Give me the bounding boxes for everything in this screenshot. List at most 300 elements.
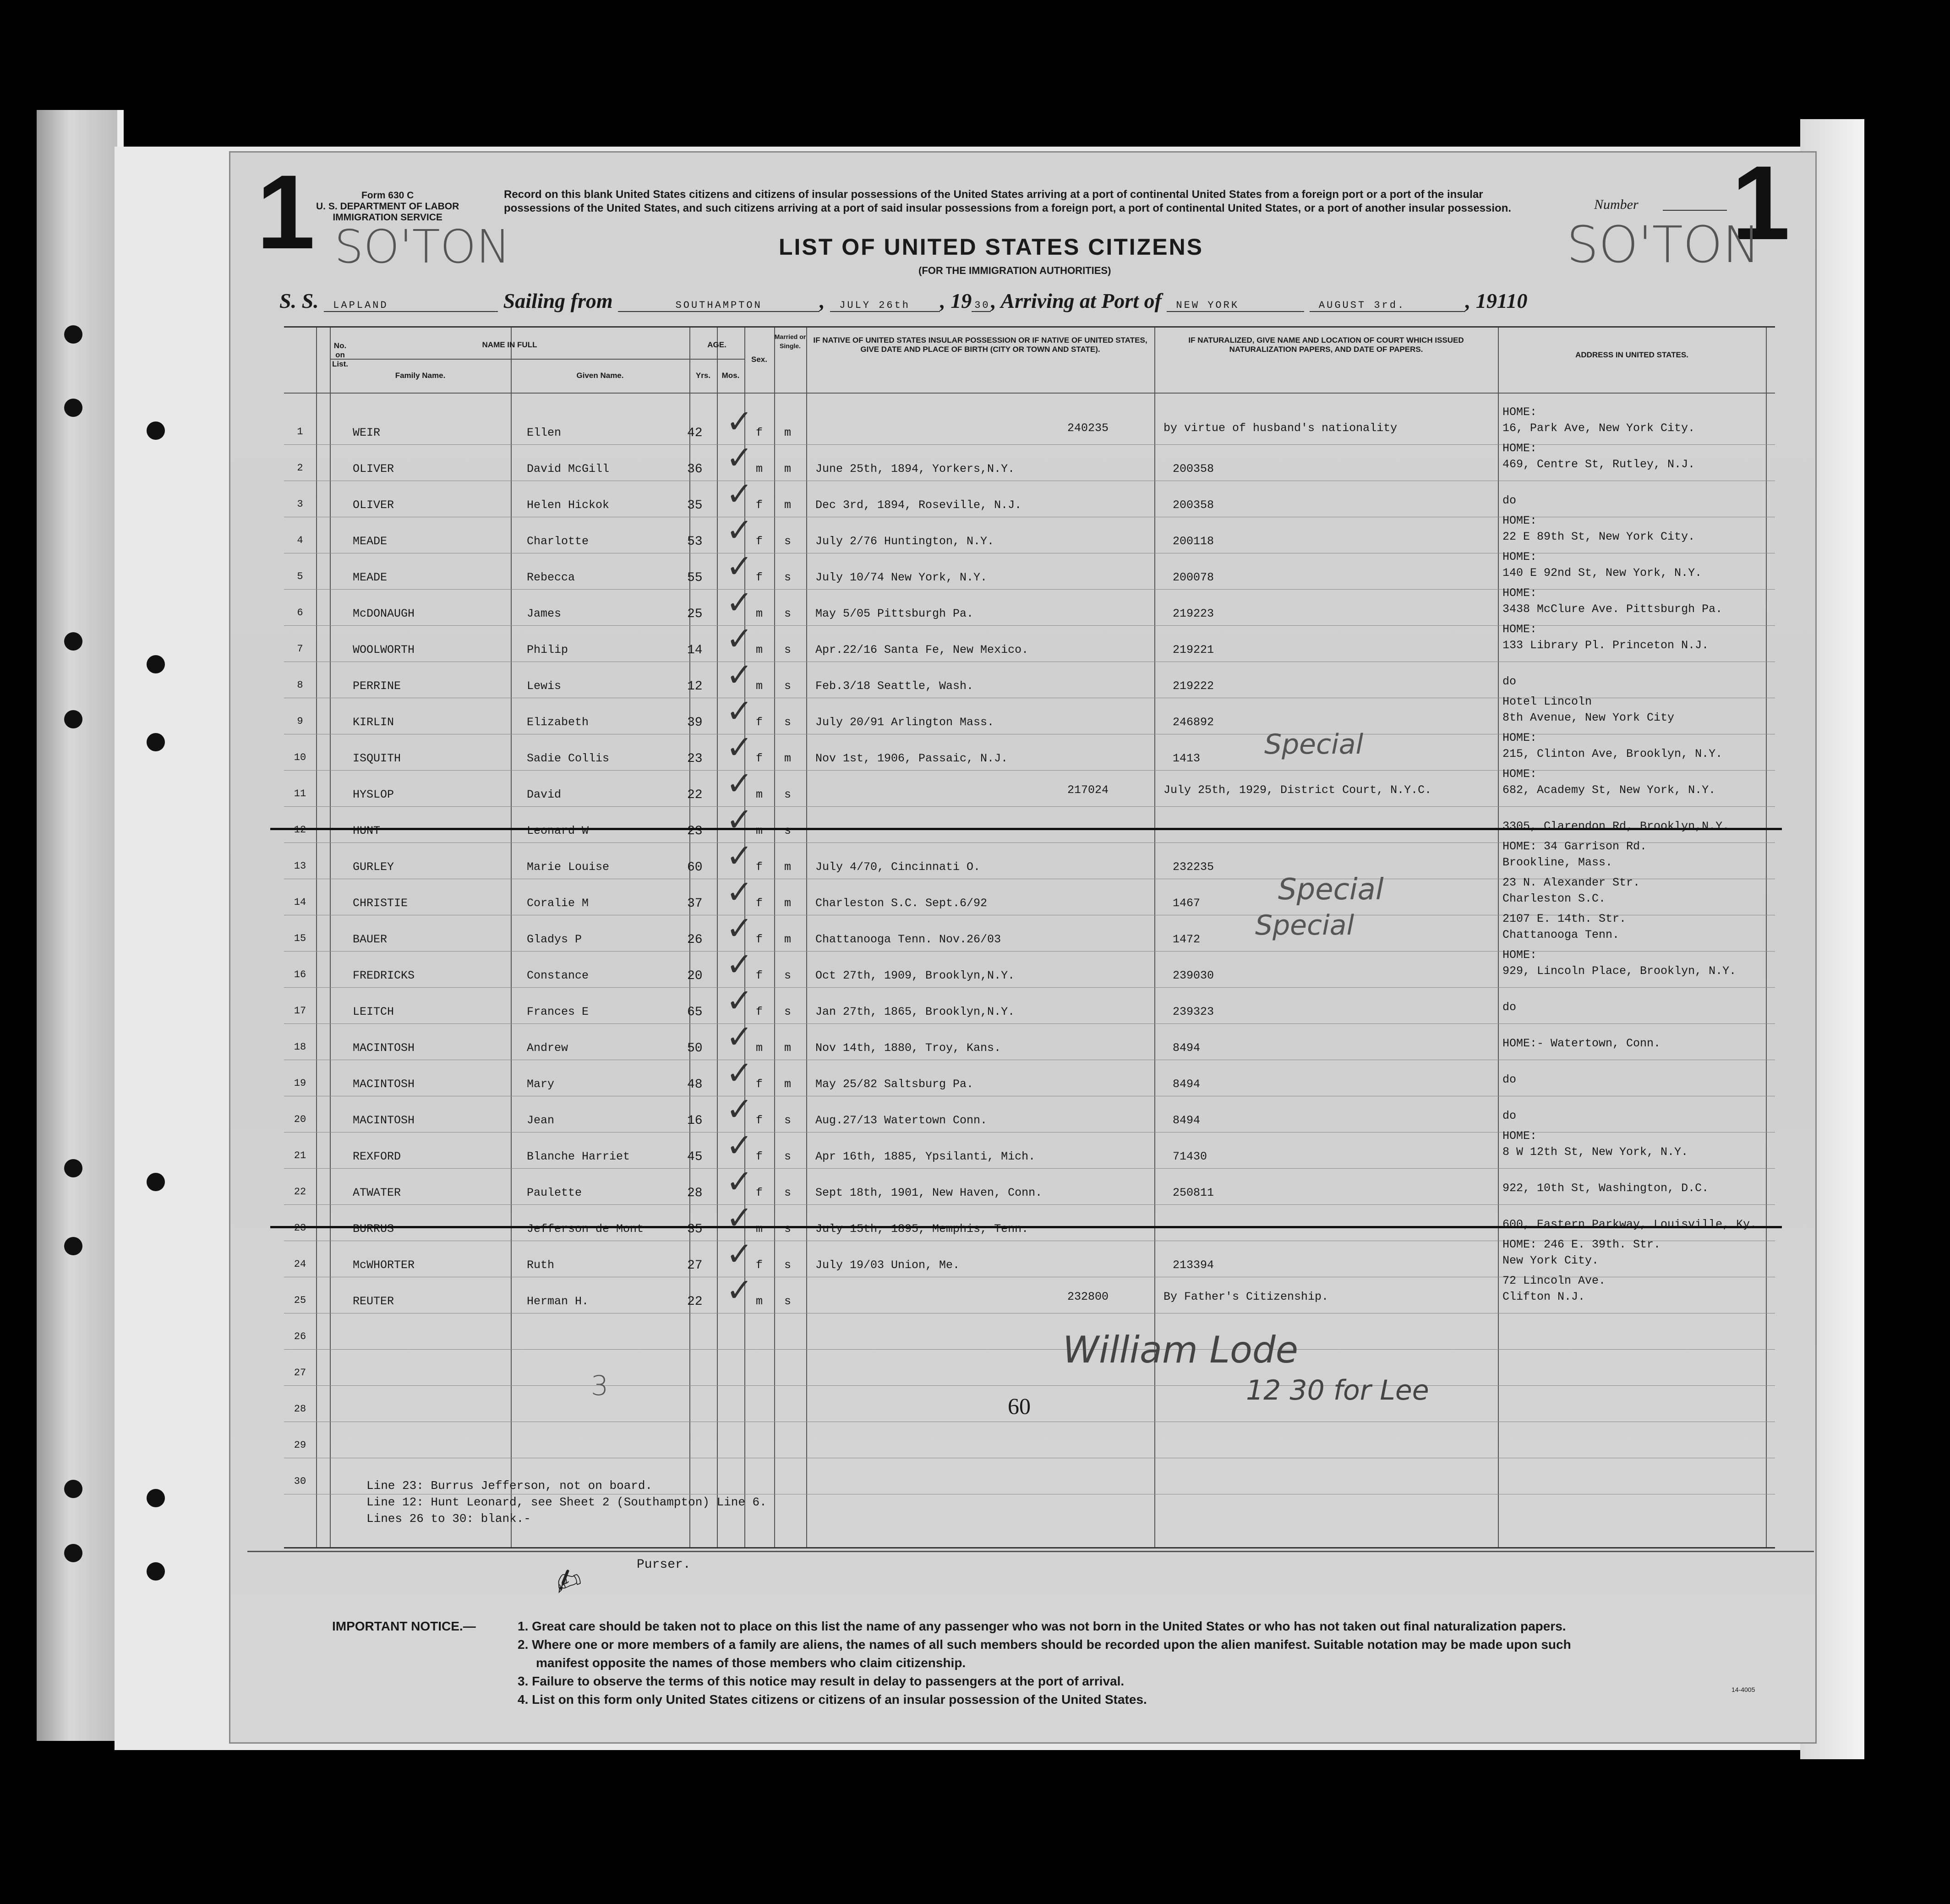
row-number: 5 [297,571,303,582]
given-name: Paulette [527,1186,582,1199]
age-years: 26 [687,933,703,947]
address-line-1: HOME: [1502,442,1537,455]
naturalization-number: 1472 [1173,933,1201,946]
address-line-2: Chattanooga Tenn. [1502,928,1620,941]
birth-place-date: Feb.3/18 Seattle, Wash. [815,679,974,693]
check-mark-icon: ✓ [726,547,753,585]
marital-status: m [784,1078,792,1091]
given-name: Gladys P [527,933,582,946]
age-years: 28 [687,1186,703,1200]
port-mark-left: SO'TON [334,220,511,274]
row-number: 17 [294,1005,306,1017]
purser-label: Purser. [637,1558,691,1572]
row-number: 6 [297,607,303,618]
check-mark-icon: ✓ [726,728,753,766]
check-mark-icon: ✓ [726,837,753,875]
arrival-year: 19110 [1475,289,1528,312]
address-line-1: HOME: [1502,948,1537,962]
naturalization-number: 246892 [1173,716,1214,729]
naturalization-number: 239323 [1173,1005,1214,1018]
sex-value: f [756,897,763,910]
row-divider [284,1204,1775,1205]
naturalization-number: 8494 [1173,1041,1201,1055]
row-number: 29 [294,1439,306,1451]
check-mark-icon: ✓ [726,584,753,621]
family-name: HYSLOP [353,788,394,801]
age-years: 42 [687,426,703,440]
age-years: 35 [687,498,703,513]
address-line-2: 3305, Clarendon Rd, Brooklyn,N.Y. [1502,820,1730,833]
age-years: 65 [687,1005,703,1019]
header-family: Family Name. [395,371,446,380]
marital-status: s [784,1150,792,1163]
intro-text: Record on this blank United States citizens and citizens of insular possessions of the United States arriving at a port of continental United States from a foreign port or a port of the insular possessions of the United States, and such citizens arriving at a port of said insular possessions from a foreign port, a port of continental United States, or a port of another insular possession. [504,188,1512,214]
address-line-1: HOME: [1502,586,1537,600]
sex-value: f [756,571,763,584]
birth-place-date: Nov 1st, 1906, Passaic, N.J. [815,752,1008,765]
address-line-2: 8th Avenue, New York City [1502,711,1675,724]
family-name: BURRUS [353,1222,394,1236]
age-years: 22 [687,1295,703,1309]
sex-value: m [756,788,763,801]
marital-status: s [784,1222,792,1236]
row-number: 14 [294,897,306,908]
sex-value: f [756,1078,763,1091]
given-name: Ellen [527,426,562,439]
stamp-number: 60 [1008,1393,1031,1419]
header-native: IF NATIVE OF UNITED STATES INSULAR POSSESSION OR IF NATIVE OF UNITED STATES, GIVE DATE AND PLACE OF BIRTH (CITY OR TOWN AND STATE). [813,336,1147,354]
given-name: Frances E [527,1005,589,1018]
marital-status: s [784,716,792,729]
address-line-2: Charleston S.C. [1502,892,1606,905]
age-years: 14 [687,643,703,657]
address-line-2: 929, Lincoln Place, Brooklyn, N.Y. [1502,964,1737,978]
header-no: No. on List. [332,341,348,368]
naturalization-number: 239030 [1173,969,1214,982]
note-line: Lines 26 to 30: blank.- [366,1512,531,1526]
age-years: 16 [687,1114,703,1128]
special-note: Special [1264,728,1364,761]
row-number: 22 [294,1186,306,1198]
sailing-port: SOUTHAMPTON [618,300,819,312]
row-divider [284,770,1775,771]
age-years: 20 [687,969,703,983]
sailing-date: JULY 26th [830,300,940,312]
marital-status: m [784,426,792,439]
sex-value: m [756,1222,763,1236]
voyage-line: S. S. LAPLAND Sailing from SOUTHAMPTON , JULY 26th , 19 30, Arriving at Port of NEW YORK AUGUST 3rd. , 19110 [279,289,1528,312]
age-years: 55 [687,571,703,585]
check-mark-icon: ✓ [726,692,753,730]
family-name: OLIVER [353,498,394,512]
form-service: IMMIGRATION SERVICE [333,212,442,223]
sex-value: f [756,1258,763,1272]
given-name: James [527,607,562,620]
row-number: 16 [294,969,306,980]
given-name: Helen Hickok [527,498,610,512]
address-line-2: 8 W 12th St, New York, N.Y. [1502,1145,1688,1159]
address-line-2: do [1502,675,1517,688]
marital-status: s [784,607,792,620]
port-mark-right: SO'TON [1567,215,1760,274]
marital-status: s [784,679,792,693]
punch-hole [64,1544,82,1562]
certificate-number: 240235 [1067,421,1109,435]
row-divider [284,444,1775,445]
row-number: 12 [294,824,306,836]
sex-value: f [756,1005,763,1018]
given-name: Leonard W [527,824,589,837]
birth-place-date: Jan 27th, 1865, Brooklyn,N.Y. [815,1005,1015,1018]
punch-hole [147,1562,165,1581]
address-line-2: 469, Centre St, Rutley, N.J. [1502,458,1695,471]
address-line-2: Brookline, Mass. [1502,856,1613,869]
birth-place-date: July 10/74 New York, N.Y. [815,571,988,584]
punch-hole [147,733,165,751]
family-name: MACINTOSH [353,1114,415,1127]
sex-value: m [756,643,763,657]
row-divider [284,625,1775,626]
marital-status: s [784,824,792,837]
given-name: Lewis [527,679,562,693]
check-mark-icon: ✓ [726,1018,753,1056]
punch-hole [64,1237,82,1255]
given-name: Constance [527,969,589,982]
sex-value: f [756,498,763,512]
given-name: Ruth [527,1258,555,1272]
check-mark-icon: ✓ [726,873,753,911]
sex-value: m [756,1295,763,1308]
punch-hole [147,421,165,440]
row-divider [284,1132,1775,1133]
birth-place-date: May 5/05 Pittsburgh Pa. [815,607,974,620]
row-divider [284,951,1775,952]
row-divider [284,1349,1775,1350]
given-name: Herman H. [527,1295,589,1308]
sheet-number-left: 1 [257,153,315,271]
row-number: 21 [294,1150,306,1161]
naturalization-number: 219223 [1173,607,1214,620]
row-number: 20 [294,1114,306,1125]
sex-value: f [756,535,763,548]
check-mark-icon: ✓ [726,439,753,476]
family-name: HUNT [353,824,381,837]
number-line [1663,210,1727,211]
given-name: Mary [527,1078,555,1091]
check-mark-icon: ✓ [726,1199,753,1237]
sex-value: f [756,1150,763,1163]
punch-hole [147,1173,165,1191]
sex-value: f [756,426,763,439]
form-department: U. S. DEPARTMENT OF LABOR [316,201,459,212]
row-divider [284,806,1775,807]
age-years: 27 [687,1258,703,1273]
check-mark-icon: ✓ [726,403,753,440]
given-name: Rebecca [527,571,575,584]
family-name: ISQUITH [353,752,401,765]
birth-place-date: May 25/82 Saltsburg Pa. [815,1078,974,1091]
family-name: OLIVER [353,462,394,476]
address-line-2: do [1502,1073,1517,1086]
birth-place-date: Charleston S.C. Sept.6/92 [815,897,988,910]
notice-item: manifest opposite the names of those members who claim citizenship. [536,1656,966,1670]
family-name: GURLEY [353,860,394,874]
address-line-2: 133 Library Pl. Princeton N.J. [1502,639,1709,652]
sex-value: m [756,607,763,620]
check-mark-icon: ✓ [726,1271,753,1309]
age-years: 48 [687,1078,703,1092]
row-number: 19 [294,1078,306,1089]
age-years: 37 [687,897,703,911]
header-sex: Sex. [751,355,767,364]
birth-place-date: Oct 27th, 1909, Brooklyn,N.Y. [815,969,1015,982]
given-name: David [527,788,562,801]
age-years: 45 [687,1150,703,1164]
number-label: Number [1594,197,1639,212]
row-number: 2 [297,462,303,474]
sheet-number-right: 1 [1732,144,1790,262]
row-number: 1 [297,426,303,438]
address-line-2: do [1502,494,1517,507]
address-line-2: 682, Academy St, New York, N.Y. [1502,783,1716,797]
given-name: Sadie Collis [527,752,610,765]
birth-place-date: July 20/91 Arlington Mass. [815,716,994,729]
address-line-2: 16, Park Ave, New York City. [1502,421,1695,435]
sailing-year: 30 [972,300,991,312]
family-name: MEADE [353,571,388,584]
naturalization-number: 8494 [1173,1114,1201,1127]
margin-mark: 3 [591,1370,609,1402]
age-years: 36 [687,462,703,476]
birth-place-date: Nov 14th, 1880, Troy, Kans. [815,1041,1001,1055]
given-name: Charlotte [527,535,589,548]
family-name: MACINTOSH [353,1078,415,1091]
birth-place-date: Sept 18th, 1901, New Haven, Conn. [815,1186,1043,1199]
given-name: Blanche Harriet [527,1150,630,1163]
given-name: Elizabeth [527,716,589,729]
row-number: 7 [297,643,303,655]
naturalization-details: by virtue of husband's nationality [1163,421,1398,435]
naturalization-number: 1413 [1173,752,1201,765]
birth-place-date: Dec 3rd, 1894, Roseville, N.J. [815,498,1022,512]
check-mark-icon: ✓ [726,765,753,802]
age-years: 22 [687,788,703,802]
note-line: Line 23: Burrus Jefferson, not on board. [366,1479,653,1493]
given-name: David McGill [527,462,610,476]
address-line-1: HOME: [1502,1129,1537,1143]
punch-hole [64,1159,82,1177]
header-age: AGE. [707,340,726,349]
marital-status: s [784,1005,792,1018]
marital-status: m [784,897,792,910]
given-name: Jean [527,1114,555,1127]
row-number: 25 [294,1295,306,1306]
form-id [316,190,459,223]
naturalization-number: 200358 [1173,462,1214,476]
marital-status: m [784,752,792,765]
row-number: 11 [294,788,306,799]
given-name: Andrew [527,1041,568,1055]
given-name: Jefferson de Mont [527,1222,644,1236]
note-line: Line 12: Hunt Leonard, see Sheet 2 (Southampton) Line 6. [366,1495,767,1509]
header-name-in-full: NAME IN FULL [482,340,537,349]
check-mark-icon: ✓ [726,946,753,983]
punch-hole [64,399,82,417]
birth-place-date: June 25th, 1894, Yorkers,N.Y. [815,462,1015,476]
birth-place-date: Apr 16th, 1885, Ypsilanti, Mich. [815,1150,1036,1163]
marital-status: s [784,535,792,548]
naturalization-details: July 25th, 1929, District Court, N.Y.C. [1163,783,1432,797]
naturalization-number: 232235 [1173,860,1214,874]
header-married: Married or Single. [774,333,806,350]
address-line-2: 3438 McClure Ave. Pittsburgh Pa. [1502,602,1723,616]
family-name: REXFORD [353,1150,401,1163]
arriving-label: Arriving at Port of [1000,289,1162,312]
marital-status: s [784,969,792,982]
page-subtitle: (FOR THE IMMIGRATION AUTHORITIES) [918,265,1111,276]
certificate-number: 232800 [1067,1290,1109,1303]
birth-place-date: Apr.22/16 Santa Fe, New Mexico. [815,643,1029,657]
notice-item: 2. Where one or more members of a family are aliens, the names of all such members should be recorded upon the alien manifest. Suitable notation may be made upon such [518,1637,1571,1652]
family-name: BAUER [353,933,388,946]
check-mark-icon: ✓ [726,1163,753,1200]
sex-value: m [756,824,763,837]
birth-place-date: Aug.27/13 Watertown Conn. [815,1114,988,1127]
address-line-1: Hotel Lincoln [1502,695,1592,708]
naturalization-number: 71430 [1173,1150,1207,1163]
family-name: MEADE [353,535,388,548]
marital-status: s [784,788,792,801]
age-years: 35 [687,1222,703,1237]
row-number: 3 [297,498,303,510]
address-line-2: 600, Eastern Parkway, Louisville, Ky. [1502,1218,1757,1231]
print-code: 14-4005 [1732,1686,1755,1693]
address-line-1: HOME: [1502,514,1537,527]
marital-status: m [784,860,792,874]
marital-status: s [784,1114,792,1127]
row-number: 28 [294,1403,306,1415]
punch-hole [64,325,82,344]
birth-place-date: July 4/70, Cincinnati O. [815,860,981,874]
row-number: 9 [297,716,303,727]
naturalization-number: 1467 [1173,897,1201,910]
header-mos: Mos. [721,371,740,380]
family-name: WOOLWORTH [353,643,415,657]
check-mark-icon: ✓ [726,1090,753,1128]
address-line-1: HOME: [1502,731,1537,744]
check-mark-icon: ✓ [726,620,753,657]
signature: William Lode [1063,1329,1298,1371]
naturalization-number: 250811 [1173,1186,1214,1199]
marital-status: m [784,1041,792,1055]
naturalization-number: 200358 [1173,498,1214,512]
punch-hole [64,1480,82,1498]
special-note: Special [1255,909,1355,941]
year-prefix: 19 [950,289,972,312]
marital-status: m [784,933,792,946]
row-number: 30 [294,1476,306,1487]
sex-value: m [756,679,763,693]
sex-value: f [756,860,763,874]
given-name: Philip [527,643,568,657]
given-name: Marie Louise [527,860,610,874]
row-number: 13 [294,860,306,872]
notice-item: 1. Great care should be taken not to place on this list the name of any passenger who was not born in the United States or who has not taken out final naturalization papers. [518,1619,1566,1633]
header-naturalized: IF NATURALIZED, GIVE NAME AND LOCATION OF COURT WHICH ISSUED NATURALIZATION PAPERS, AND DATE OF PAPERS. [1188,336,1464,354]
family-name: KIRLIN [353,716,394,729]
birth-place-date: Chattanooga Tenn. Nov.26/03 [815,933,1001,946]
notice-item: 3. Failure to observe the terms of this notice may result in delay to passengers at the port of arrival. [518,1674,1125,1688]
handnote: 12 30 for Lee [1246,1374,1429,1406]
marital-status: s [784,643,792,657]
sex-value: f [756,752,763,765]
sex-value: m [756,462,763,476]
age-years: 23 [687,824,703,838]
age-years: 12 [687,679,703,694]
birth-place-date: July 15th, 1895, Memphis, Tenn. [815,1222,1029,1236]
naturalization-number: 8494 [1173,1078,1201,1091]
family-name: CHRISTIE [353,897,408,910]
row-number: 15 [294,933,306,944]
row-divider [284,1023,1775,1024]
special-note: Special [1278,873,1384,907]
row-number: 8 [297,679,303,691]
naturalization-number: 219222 [1173,679,1214,693]
family-name: MACINTOSH [353,1041,415,1055]
family-name: WEIR [353,426,381,439]
check-mark-icon: ✓ [726,801,753,838]
given-name: Coralie M [527,897,589,910]
sex-value: f [756,969,763,982]
naturalization-details: By Father's Citizenship. [1163,1290,1329,1303]
punch-hole [147,1489,165,1507]
address-line-2: do [1502,1109,1517,1122]
family-name: LEITCH [353,1005,394,1018]
birth-place-date: July 2/76 Huntington, N.Y. [815,535,994,548]
address-line-1: HOME: 246 E. 39th. Str. [1502,1238,1661,1251]
form-number: Form 630 C [361,190,414,201]
strikethrough-line [270,1226,1782,1228]
family-name: McWHORTER [353,1258,415,1272]
address-line-1: HOME: [1502,550,1537,564]
address-line-2: 922, 10th St, Washington, D.C. [1502,1182,1709,1195]
page-title: LIST OF UNITED STATES CITIZENS [779,234,1204,260]
row-number: 27 [294,1367,306,1379]
address-line-1: HOME: 34 Garrison Rd. [1502,840,1647,853]
row-number: 24 [294,1258,306,1270]
family-name: PERRINE [353,679,401,693]
address-line-1: HOME: [1502,623,1537,636]
address-line-1: HOME: [1502,405,1537,419]
age-years: 39 [687,716,703,730]
address-line-2: New York City. [1502,1254,1599,1267]
ship-name: LAPLAND [324,300,498,312]
header-address: ADDRESS IN UNITED STATES. [1575,350,1688,359]
strikethrough-line [270,828,1782,830]
row-number: 10 [294,752,306,763]
notice-item: 4. List on this form only United States citizens or citizens of an insular possession of the United States. [518,1692,1147,1707]
row-number: 26 [294,1331,306,1342]
check-mark-icon: ✓ [726,1127,753,1164]
check-mark-icon: ✓ [726,909,753,947]
punch-hole [64,710,82,728]
sex-value: m [756,1041,763,1055]
arrival-date: AUGUST 3rd. [1310,300,1465,312]
marital-status: s [784,1258,792,1272]
family-name: McDONAUGH [353,607,415,620]
notice-block [518,1617,1571,1709]
punch-hole [64,632,82,651]
